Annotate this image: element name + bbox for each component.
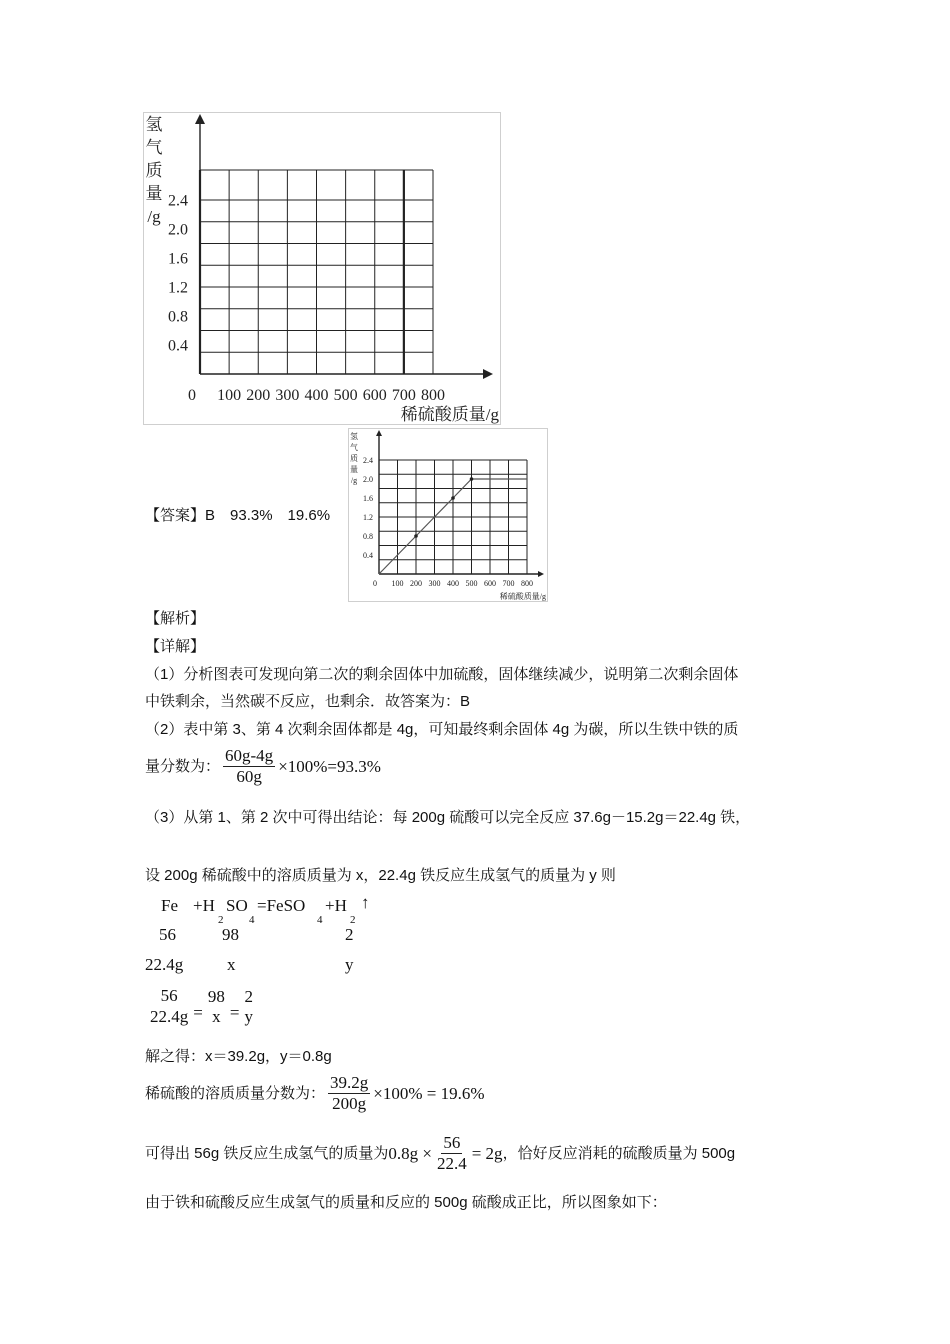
x-tick-label: 700 [391,387,416,404]
y-axis-title-char: 气 [145,138,163,157]
y-tick-label: 1.2 [363,512,373,522]
gen-b: = 2g [471,1143,503,1163]
series-point [451,496,455,500]
up-arrow: ↑ [361,893,370,912]
conc-fraction [328,1073,370,1114]
p3-line1: （3）从第 1、第 2 次中可得出结论：每 200g 硫酸可以完全反应 37.6g－15.2g＝22.4g 铁， [145,809,751,826]
x-tick-label: 800 [421,387,445,404]
chart-2-marks [349,429,548,602]
eq-m98: 98 [222,925,239,944]
x-tick-label: 100 [217,387,242,404]
iron-fraction-num: 60g-4g [225,746,274,765]
gen-prefix: 可得出 56g 铁反应生成氢气的质量为 [145,1144,389,1162]
x-tick-label: 700 [502,579,515,588]
y-tick-label: 2.4 [363,455,373,465]
ratio-n3: 2 [244,986,253,1006]
ratio-eq2: = [229,1002,240,1022]
iron-fraction-den: 60g [236,767,262,786]
y-tick-label: 2.0 [168,221,188,239]
eq-y: y [345,955,354,974]
p3-line2: 设 200g 稀硫酸中的溶质质量为 x，22.4g 铁反应生成氢气的质量为 y 则 [145,867,616,884]
analysis-heading: 【解析】 [145,610,206,627]
ratio-frac-1 [148,986,190,1027]
ratio-frac-3 [242,987,255,1027]
y-tick-label: 2.0 [363,474,373,484]
eq-plus-h2: +H [325,896,347,915]
conc-tail: ×100% = 19.6% [373,1083,485,1103]
y-tick-label: 1.6 [168,250,188,268]
ratio-d3: y [244,1006,253,1026]
x-axis-title: 稀硫酸质量/g [499,592,546,601]
origin-label: 0 [373,579,377,588]
x-axis-arrow [538,571,544,577]
x-tick-label: 300 [428,579,441,588]
conc-num: 39.2g [330,1073,369,1092]
x-tick-label: 400 [447,579,459,588]
eq-m56: 56 [159,925,176,944]
empty-grid-chart [143,112,501,425]
gen-fraction [435,1133,469,1174]
gen-a: 0.8g × [388,1143,432,1163]
eq-sub2b: 2 [350,914,356,926]
ratio-n1: 56 [160,986,178,1005]
y-tick-label: 0.4 [363,550,373,560]
ratio-eq1: = [193,1002,203,1022]
y-axis-title-char: /g [350,476,358,485]
hydrogen-formula [145,1133,735,1174]
eq-plus-h: +H [193,896,215,915]
y-tick-label: 0.4 [168,337,188,355]
answer-grid-chart [348,428,548,602]
x-tick-label: 200 [410,579,422,588]
p1-line1: （1）分析图表可发现向第二次的剩余固体中加硫酸，固体继续减少，说明第二次剩余固体 [145,666,739,683]
y-axis-arrow [195,114,205,124]
y-axis-title-char: 氢 [350,432,358,441]
concentration-formula [145,1073,485,1114]
answer-line: 【答案】B 93.3% 19.6% [145,507,331,524]
y-axis-title-char: 量 [145,184,163,203]
y-tick-label: 2.4 [168,192,188,210]
x-axis-arrow [483,369,493,379]
ratio-d2: x [212,1006,221,1026]
eq-so: SO [226,896,248,915]
gen-den: 22.4 [436,1154,467,1173]
x-axis-title: 稀硫酸质量/g [400,405,499,424]
detail-heading: 【详解】 [145,638,206,655]
series-point [470,477,474,481]
eq-g224: 22.4g [145,955,184,974]
x-tick-label: 600 [484,579,496,588]
p2-prefix: 量分数为： [145,757,221,775]
y-axis-title-char: 质 [145,161,163,180]
proportion-formula [145,986,258,1027]
eq-x: x [227,955,236,974]
eq-fe: Fe [161,896,178,915]
x-tick-label: 400 [304,387,329,404]
eq-sub2: 2 [218,914,224,926]
y-axis-title-char: 气 [350,443,358,452]
x-tick-label: 600 [362,387,387,404]
ratio-d1: 22.4g [150,1007,189,1026]
ratio-n2: 98 [207,986,225,1006]
gen-suffix: ，恰好反应消耗的硫酸质量为 500g [502,1144,736,1162]
origin-label: 0 [188,387,196,404]
p2-line1: （2）表中第 3、第 4 次剩余固体都是 4g，可知最终剩余固体 4g 为碳，所以生铁中铁的质 [145,721,739,738]
y-tick-label: 0.8 [363,531,373,541]
chart-1-marks [144,113,501,425]
ratio-frac-2 [206,987,227,1027]
p1-line2: 中铁剩余，当然碳不反应，也剩余．故答案为：B [145,693,471,710]
series-point [414,534,418,538]
final-line: 由于铁和硫酸反应生成氢气的质量和反应的 500g 硫酸成正比，所以图象如下： [145,1194,667,1211]
eq-sub4: 4 [249,914,255,926]
solve-line: 解之得：x＝39.2g，y＝0.8g [145,1048,332,1065]
eq-m2: 2 [345,925,354,944]
x-tick-label: 300 [275,387,300,404]
eq-sub4b: 4 [317,914,323,926]
y-tick-label: 1.2 [168,279,188,297]
y-axis-title-char: 质 [350,454,358,463]
iron-fraction [223,746,275,787]
y-axis-title-char: /g [147,207,161,226]
y-tick-label: 0.8 [168,308,188,326]
y-tick-label: 1.6 [363,493,373,503]
chart-frame [144,113,501,425]
gen-num: 56 [443,1133,461,1152]
x-tick-label: 100 [391,579,404,588]
conc-den: 200g [332,1094,367,1113]
x-tick-label: 500 [333,387,358,404]
iron-fraction-formula [145,746,381,787]
iron-fraction-tail: ×100%=93.3% [278,756,381,776]
x-tick-label: 800 [521,579,533,588]
y-axis-title-char: 量 [350,465,358,474]
conc-prefix: 稀硫酸的溶质质量分数为： [145,1084,326,1102]
y-axis-arrow [376,430,382,436]
x-tick-label: 200 [246,387,271,404]
eq-feso: =FeSO [257,896,306,915]
x-tick-label: 500 [465,579,478,588]
y-axis-title-char: 氢 [145,115,163,134]
